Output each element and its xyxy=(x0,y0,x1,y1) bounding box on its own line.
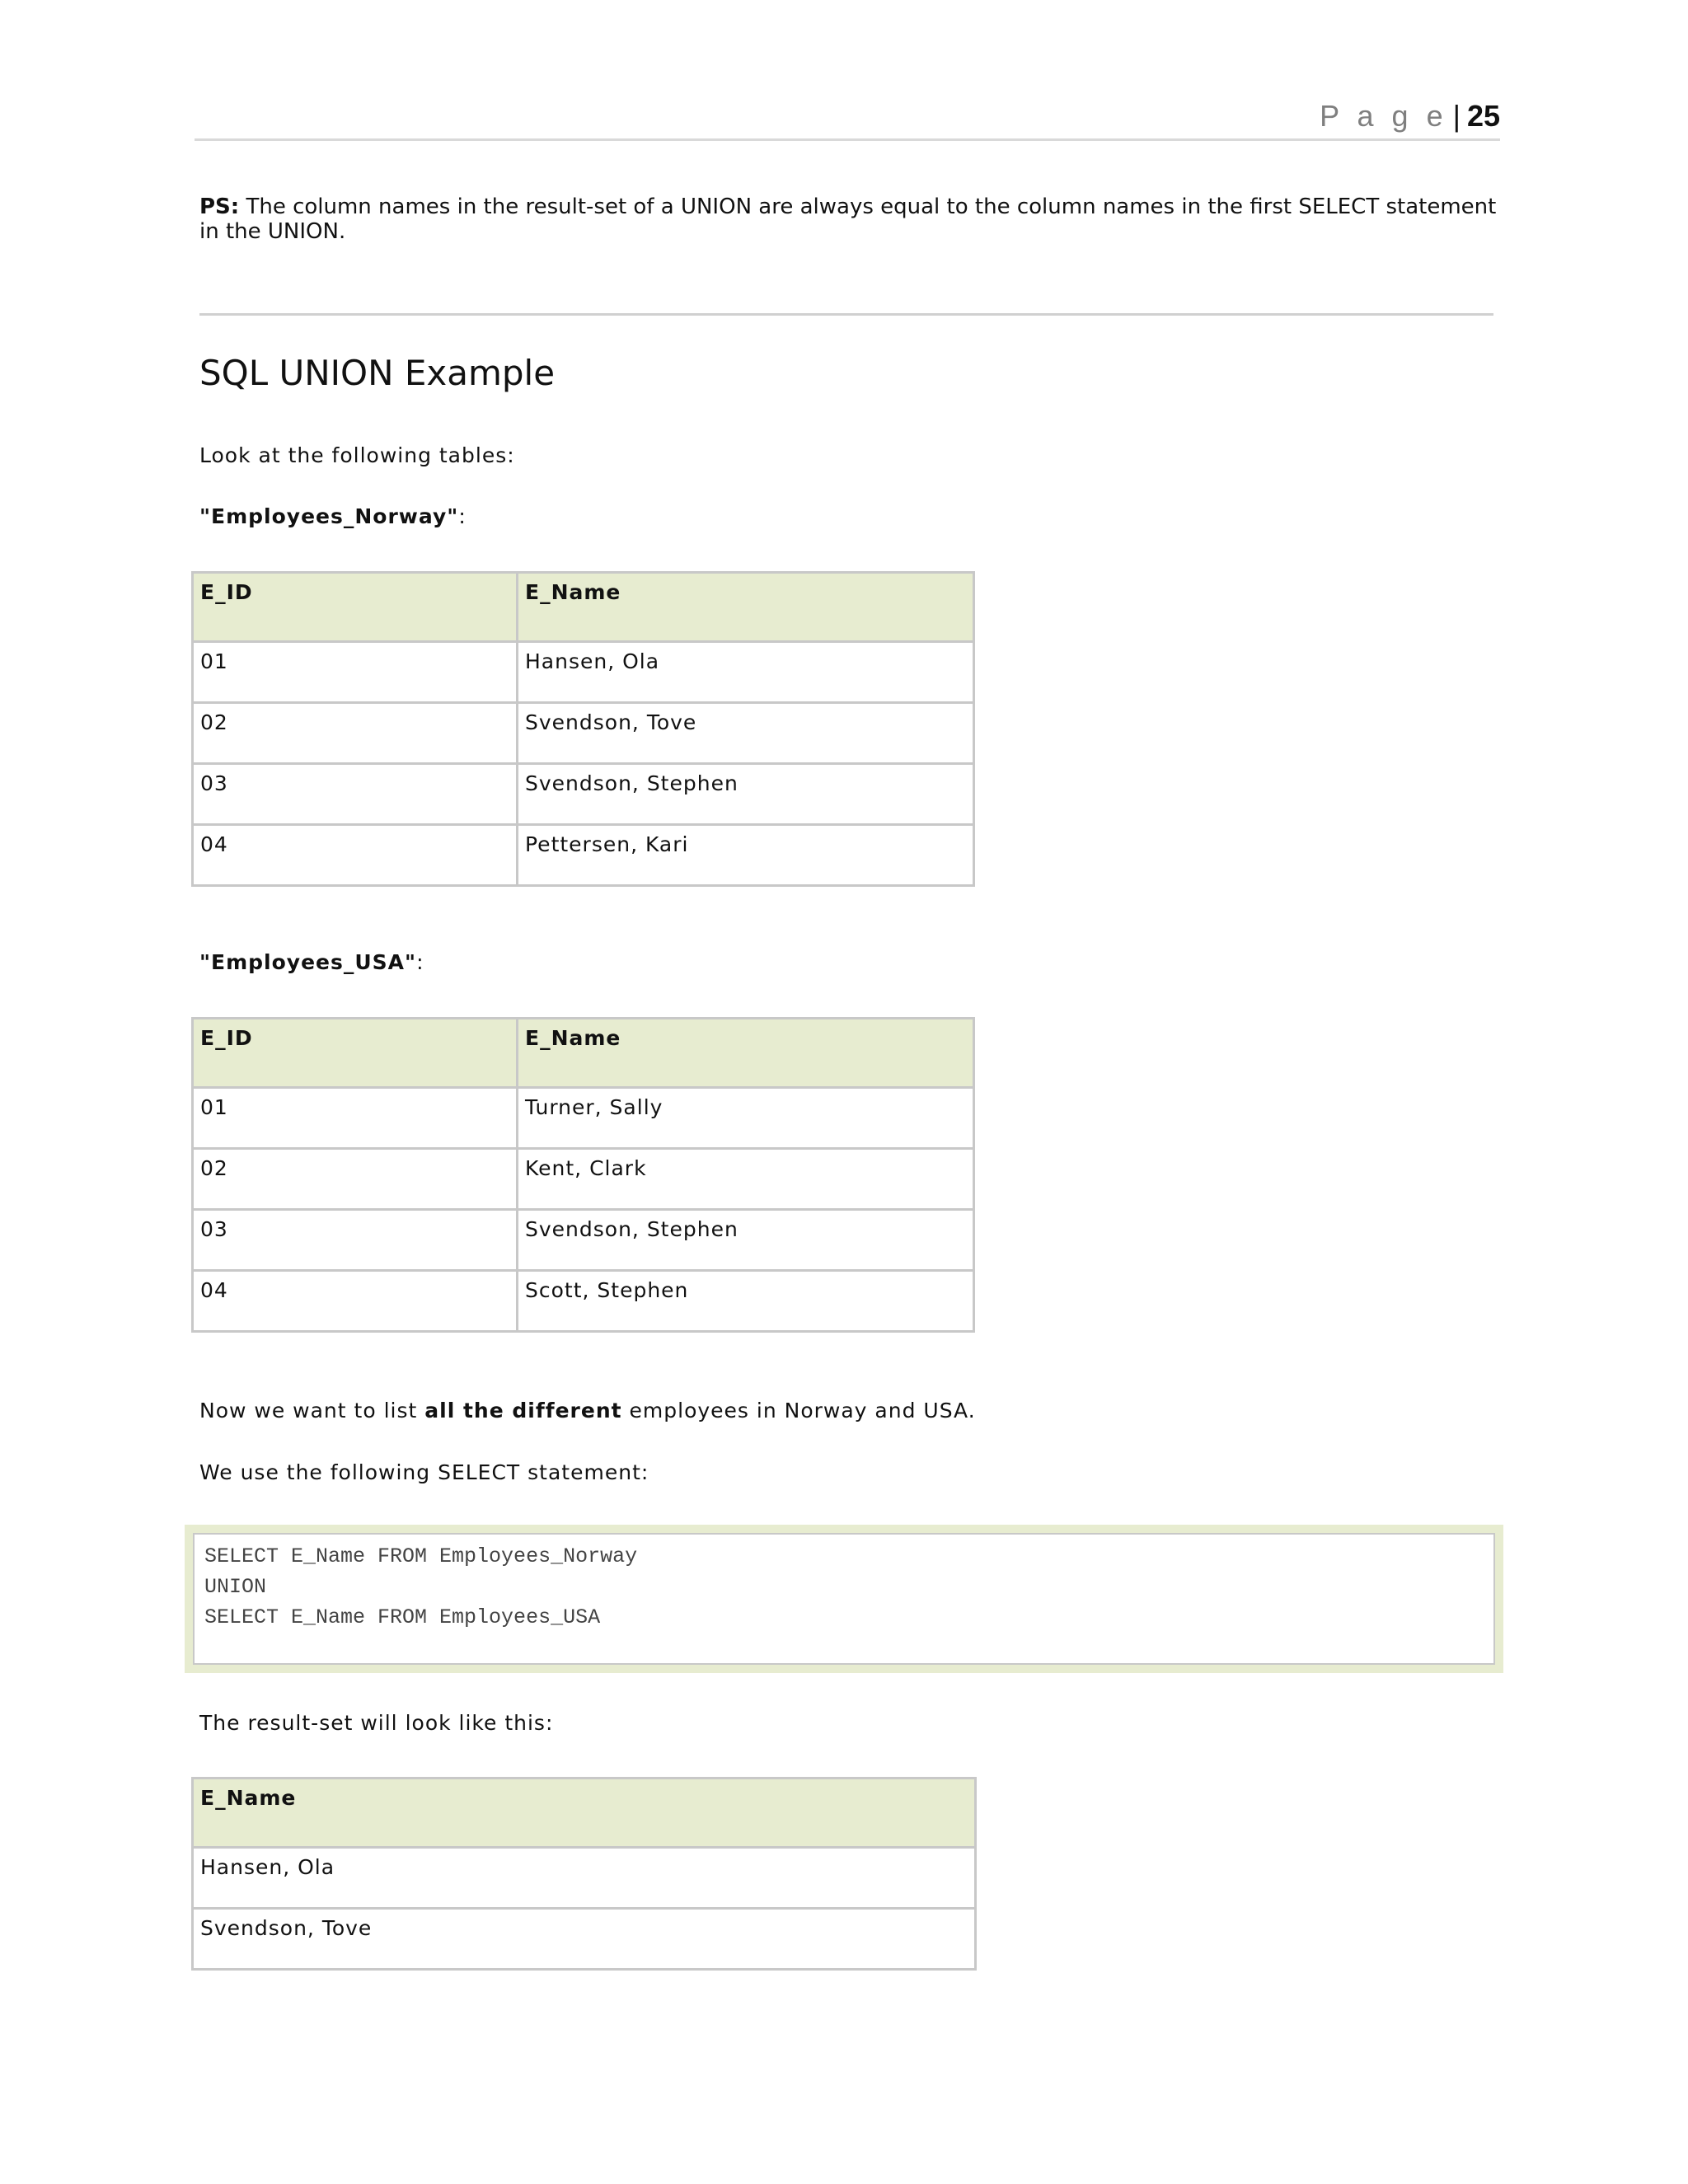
table-cell: 04 xyxy=(193,1271,518,1332)
table-cell: Hansen, Ola xyxy=(193,1848,976,1909)
table-row xyxy=(193,1848,976,1909)
page-number: 25 xyxy=(1466,99,1500,133)
section-title: SQL UNION Example xyxy=(199,353,556,393)
page-separator: | xyxy=(1452,99,1461,133)
list-sentence xyxy=(199,1399,976,1422)
table-cell: Svendson, Stephen xyxy=(518,764,974,825)
list-sentence-after: employees in Norway and USA. xyxy=(621,1399,976,1422)
table-row xyxy=(193,764,974,825)
result-set-table xyxy=(191,1777,977,1971)
table-cell: Turner, Sally xyxy=(518,1088,974,1149)
table-cell: Svendson, Stephen xyxy=(518,1210,974,1271)
ps-text: The column names in the result-set of a UNION are always equal to the column names in the first SELECT statement in the UNION. xyxy=(199,194,1497,244)
table-row xyxy=(193,1210,974,1271)
table-cell: 04 xyxy=(193,825,518,886)
table-row xyxy=(193,642,974,703)
table-row xyxy=(193,1088,974,1149)
column-header: E_Name xyxy=(193,1779,976,1848)
table-header-row xyxy=(193,1019,974,1088)
result-intro: The result-set will look like this: xyxy=(199,1711,554,1735)
table1-caption-name: "Employees_Norway" xyxy=(199,504,459,528)
table-cell: 01 xyxy=(193,642,518,703)
table1-caption-colon: : xyxy=(458,504,467,528)
table-row xyxy=(193,825,974,886)
table-row xyxy=(193,1271,974,1332)
table-row xyxy=(193,1909,976,1970)
page-word: P a g e xyxy=(1320,99,1448,133)
table-cell: Kent, Clark xyxy=(518,1149,974,1210)
table-row xyxy=(193,703,974,764)
table-cell: Pettersen, Kari xyxy=(518,825,974,886)
table-cell: Scott, Stephen xyxy=(518,1271,974,1332)
section-divider xyxy=(199,313,1493,316)
column-header: E_Name xyxy=(518,1019,974,1088)
table-cell: 03 xyxy=(193,1210,518,1271)
table1-caption xyxy=(199,504,467,528)
table-cell: 01 xyxy=(193,1088,518,1149)
employees-usa-table xyxy=(191,1017,975,1333)
code-example-box xyxy=(185,1525,1503,1673)
table-header-row xyxy=(193,1779,976,1848)
table2-caption-name: "Employees_USA" xyxy=(199,950,417,974)
table-header-row xyxy=(193,573,974,642)
table-cell: Svendson, Tove xyxy=(193,1909,976,1970)
ps-note xyxy=(199,194,1498,244)
table2-caption xyxy=(199,950,424,974)
column-header: E_ID xyxy=(193,573,518,642)
code-example: SELECT E_Name FROM Employees_Norway UNION SELECT E_Name FROM Employees_USA xyxy=(193,1533,1495,1665)
table-cell: 02 xyxy=(193,703,518,764)
page-number-label xyxy=(1320,99,1500,134)
table-cell: Svendson, Tove xyxy=(518,703,974,764)
ps-label: PS: xyxy=(199,194,240,219)
list-sentence-before: Now we want to list xyxy=(199,1399,425,1422)
employees-norway-table xyxy=(191,571,975,887)
table-row xyxy=(193,1149,974,1210)
table-cell: Hansen, Ola xyxy=(518,642,974,703)
intro-text: Look at the following tables: xyxy=(199,443,515,467)
list-sentence-bold: all the different xyxy=(424,1399,622,1422)
table2-caption-colon: : xyxy=(416,950,424,974)
page-header xyxy=(195,82,1500,141)
column-header: E_Name xyxy=(518,573,974,642)
use-sentence: We use the following SELECT statement: xyxy=(199,1460,649,1484)
column-header: E_ID xyxy=(193,1019,518,1088)
table-cell: 02 xyxy=(193,1149,518,1210)
table-cell: 03 xyxy=(193,764,518,825)
